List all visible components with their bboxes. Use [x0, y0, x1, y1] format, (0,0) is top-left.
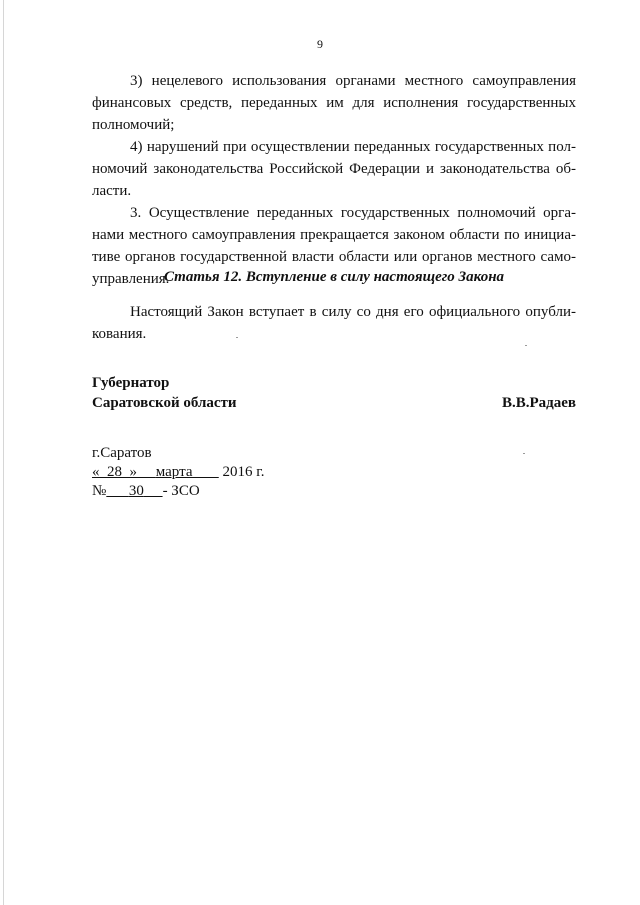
signature-block: [92, 373, 576, 413]
number-pad-1: [106, 483, 129, 499]
article-body: [92, 301, 576, 345]
date-open-quote: «: [92, 464, 100, 480]
page-edge: [3, 0, 4, 905]
scan-speck: [236, 337, 238, 338]
number-prefix: №: [92, 483, 107, 499]
date-block: [92, 444, 264, 501]
number-value: 30: [128, 483, 144, 499]
signature-name: В.В.Радаев: [501, 395, 576, 411]
article-text: Настоящий Закон вступает в силу со дня его официального опубли-кования.: [92, 304, 576, 342]
article-heading: Статья 12. Вступление в силу настоящего Закона: [163, 269, 505, 285]
paragraph-item-4: 4) нарушений при осуществлении переданных государственных пол-номочий законодательства Российской Федерации и законодательства об-ласти.: [92, 139, 576, 199]
scan-speck: [523, 453, 525, 454]
paragraph-item-3: 3) нецелевого использования органами местного самоуправления финансовых средств, переданных им для исполнения государственных полномочий;: [92, 73, 576, 133]
place: г.Саратов: [92, 445, 152, 461]
date-day: 28: [107, 464, 122, 480]
date-pad-1: [100, 464, 108, 480]
page-number: 9: [317, 37, 323, 51]
signature-title-line1: Губернатор: [92, 375, 170, 391]
date-close-quote: »: [129, 464, 137, 480]
date-line: [92, 463, 264, 482]
date-pad-4: [193, 464, 219, 480]
date-pad-2: [122, 464, 130, 480]
paragraph-clause-3: 3. Осуществление переданных государственных полномочий орга-нами местного самоуправления прекращается законом области по инициа-тиве органов государственной власти области или органов местного само-управления.: [92, 205, 576, 287]
number-line: [92, 482, 264, 501]
body-text: [92, 70, 576, 290]
date-month: марта: [155, 464, 193, 480]
date-pad-3: [137, 464, 156, 480]
scan-speck: [525, 345, 527, 346]
number-suffix: - ЗСО: [162, 483, 200, 499]
number-pad-2: [144, 483, 163, 499]
signature-title-line2: Саратовской области: [92, 395, 237, 411]
date-year: 2016 г.: [222, 464, 265, 480]
